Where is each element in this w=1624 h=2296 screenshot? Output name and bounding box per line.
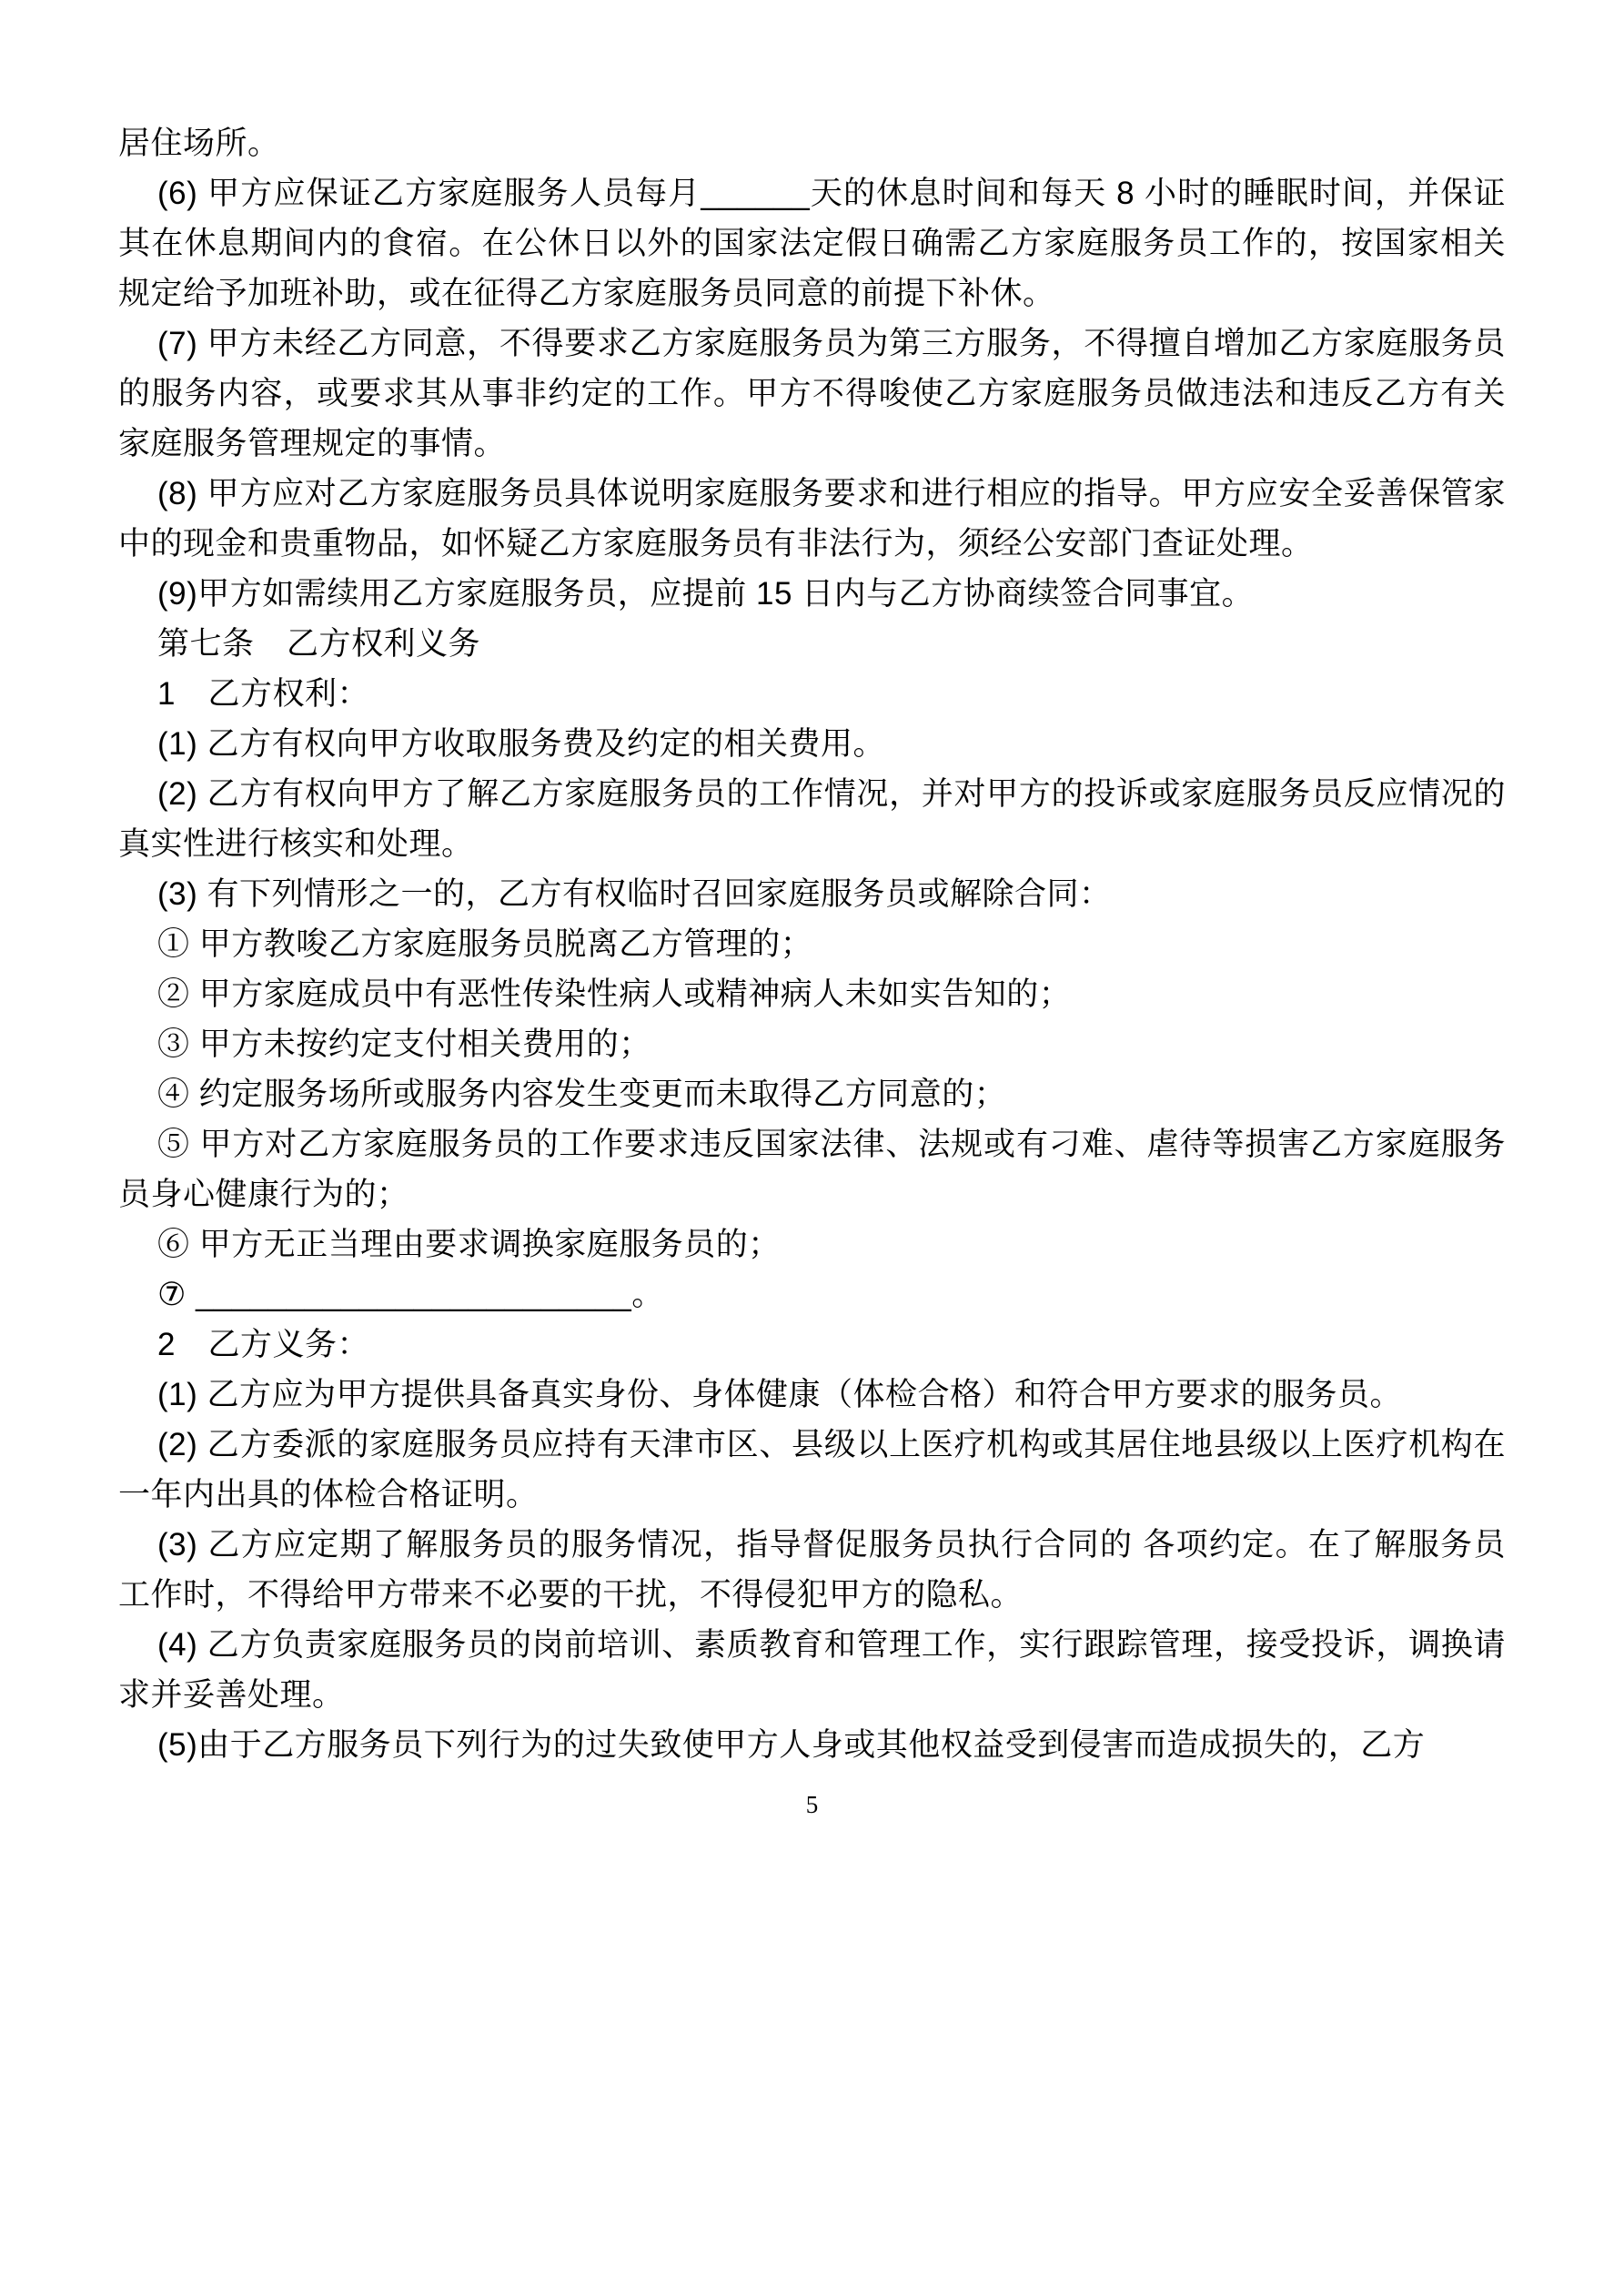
paragraph: 居住场所。 (118, 126, 280, 161)
paragraph: ② 甲方家庭成员中有恶性传染性病人或精神病人未如实告知的； (157, 976, 1072, 1012)
paragraph: (2) 乙方委派的家庭服务员应持有天津市区、县级以上医疗机构或其居住地县级以上医疗机构在一年内出具的体检合格证明。 (118, 1427, 1506, 1512)
paragraph: ③ 甲方未按约定支付相关费用的； (157, 1027, 651, 1062)
document-body (118, 118, 1506, 1770)
paragraph: (9)甲方如需续用乙方家庭服务员，应提前 15 日内与乙方协商续签合同事宜。 (157, 576, 1255, 612)
paragraph: ⑥ 甲方无正当理由要求调换家庭服务员的； (157, 1227, 781, 1262)
paragraph: ④ 约定服务场所或服务内容发生变更而未取得乙方同意的； (157, 1077, 1007, 1112)
paragraph: ⑤ 甲方对乙方家庭服务员的工作要求违反国家法律、法规或有刁难、虐待等损害乙方家庭服务员身心健康行为的； (118, 1127, 1506, 1212)
paragraph: (6) 甲方应保证乙方家庭服务人员每月______天的休息时间和每天 8 小时的睡眠时间，并保证其在休息期间内的食宿。在公休日以外的国家法定假日确需乙方家庭服务员工作的，按国家相关规定给予加班补助，或在征得乙方家庭服务员同意的前提下补休。 (118, 176, 1506, 311)
page-number: 5 (805, 1791, 819, 1818)
paragraph: (5)由于乙方服务员下列行为的过失致使甲方人身或其他权益受到侵害而造成损失的，乙方 (157, 1727, 1426, 1763)
paragraph: 1 乙方权利： (157, 676, 369, 712)
paragraph: (1) 乙方应为甲方提供具备真实身份、身体健康（体检合格）和符合甲方要求的服务员。 (157, 1377, 1403, 1412)
paragraph: (2) 乙方有权向甲方了解乙方家庭服务员的工作情况，并对甲方的投诉或家庭服务员反应情况的真实性进行核实和处理。 (118, 776, 1506, 862)
paragraph: (3) 乙方应定期了解服务员的服务情况，指导督促服务员执行合同的 各项约定。在了解服务员工作时，不得给甲方带来不必要的干扰，不得侵犯甲方的隐私。 (118, 1527, 1506, 1613)
paragraph: (4) 乙方负责家庭服务员的岗前培训、素质教育和管理工作，实行跟踪管理，接受投诉，调换请求并妥善处理。 (118, 1627, 1506, 1713)
paragraph: (3) 有下列情形之一的，乙方有权临时召回家庭服务员或解除合同： (157, 876, 1112, 912)
paragraph: (1) 乙方有权向甲方收取服务费及约定的相关费用。 (157, 726, 886, 762)
paragraph: (8) 甲方应对乙方家庭服务员具体说明家庭服务要求和进行相应的指导。甲方应安全妥善保管家中的现金和贵重物品，如怀疑乙方家庭服务员有非法行为，须经公安部门查证处理。 (118, 476, 1506, 561)
paragraph: ① 甲方教唆乙方家庭服务员脱离乙方管理的； (157, 926, 813, 962)
paragraph: ⑦ ________________________。 (157, 1277, 664, 1312)
paragraph: 2 乙方义务： (157, 1327, 369, 1362)
paragraph: (7) 甲方未经乙方同意，不得要求乙方家庭服务员为第三方服务，不得擅自增加乙方家庭服务员的服务内容，或要求其从事非约定的工作。甲方不得唆使乙方家庭服务员做违法和违反乙方有关家庭服务管理规定的事情。 (118, 326, 1506, 461)
paragraph: 第七条 乙方权利义务 (157, 626, 481, 662)
